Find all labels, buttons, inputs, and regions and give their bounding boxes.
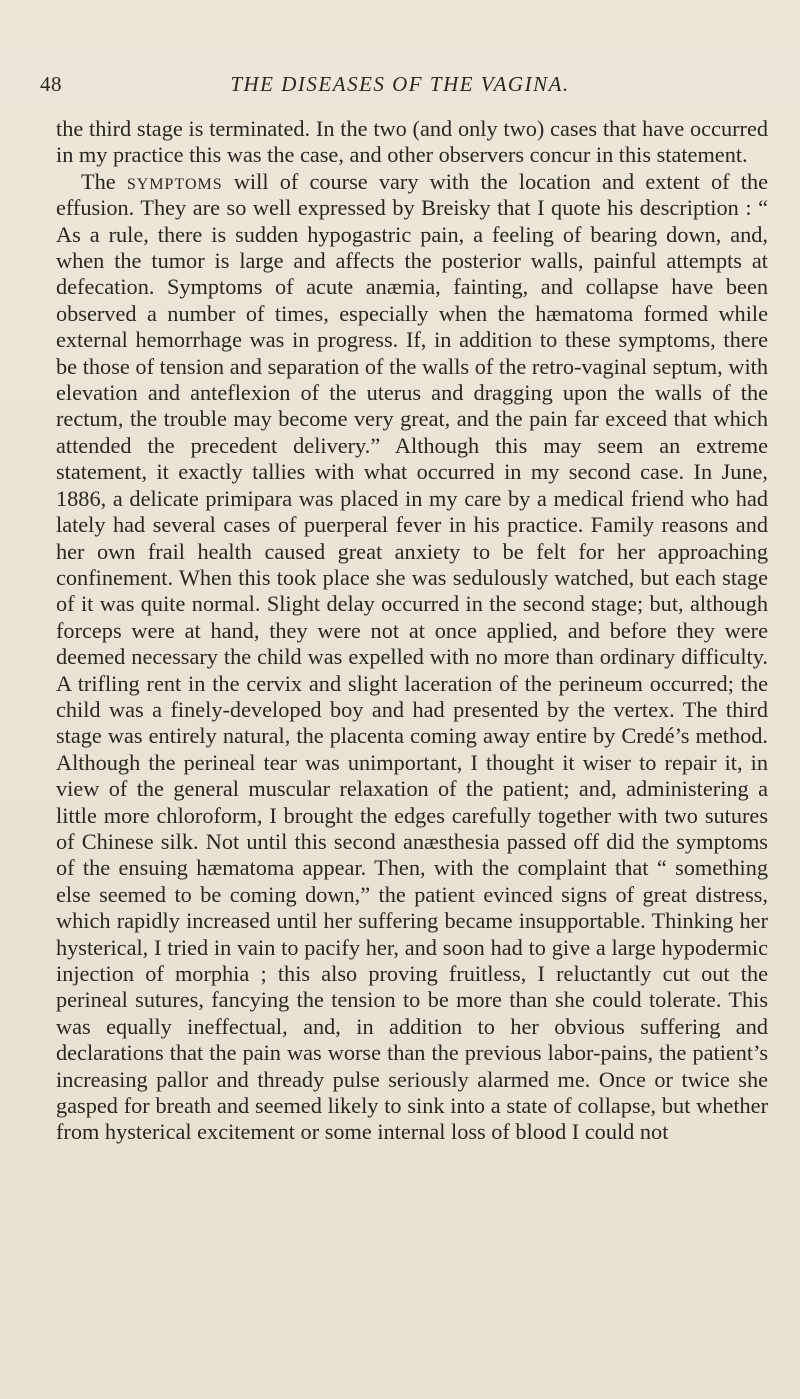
page-number: 48 (40, 72, 62, 96)
running-head (40, 72, 760, 106)
paragraph-2-rest: will of course vary with the location and extent of the effusion. They are so well expressed by Breisky that I quote his description : “ As a rule, there is sudden hypogastric pain, a feeling of bearing down, and, when the tumor is large and affects the posterior walls, painful attempts at defecation. Symptoms of acute anæmia, fainting, and collapse have been observed a number of times, especially when the hæmatoma formed while external hemorrhage was in progress. If, in addition to these symptoms, there be those of tension and separation of the walls of the retro-vaginal septum, with elevation and anteflexion of the uterus and dragging upon the walls of the rectum, the trouble may become very great, and the pain far exceed that which attended the precedent delivery.” Although this may seem an extreme statement, it exactly tallies with what occurred in my second case. In June, 1886, a delicate primipara was placed in my care by a medical friend who had lately had several cases of puerperal fever in his practice. Family reasons and her own frail health caused great anxiety to be felt for her approaching confinement. When this took place she was sedulously watched, but each stage of it was quite normal. Slight delay occurred in the second stage; but, although forceps were at hand, they were not at once applied, and before they were deemed necessary the child was expelled with no more than ordinary difficulty. A trifling rent in the cervix and slight laceration of the perineum occurred; the child was a finely-developed boy and had presented by the vertex. The third stage was entirely natural, the placenta coming away entire by Credé’s method. Although the perineal tear was unimportant, I thought it wiser to repair it, in view of the general muscular relaxation of the patient; and, administering a little more chloroform, I brought the edges carefully together with two sutures of Chinese silk. Not until this second anæsthesia passed off did the symptoms of the ensuing hæmatoma appear. Then, with the complaint that “ something else seemed to be coming down,” the patient evinced signs of great distress, which rapidly increased until her suffering became insupportable. Thinking her hysterical, I tried in vain to pacify her, and soon had to give a large hypodermic injection of morphia ; this also proving fruitless, I reluctantly cut out the perineal sutures, fancying the tension to be more than she could tolerate. This was equally ineffectual, and, in addition to her obvious suffering and declarations that the pain was worse than the previous labor-pains, the patient’s increasing pallor and thready pulse seriously alarmed me. Once or twice she gasped for breath and seemed likely to sink into a state of collapse, but whether from hysterical excitement or some internal loss of blood I could not (56, 168, 769, 1145)
paragraph-1: the third stage is terminated. In the two (and only two) cases that have occurred in my practice this was the case, and other observers concur in this statement. (56, 116, 768, 168)
paragraph-2 (56, 169, 768, 1146)
paragraph-2-lead: The (81, 168, 116, 194)
running-title: THE DISEASES OF THE VAGINA. (230, 72, 570, 96)
body-text (56, 116, 768, 1146)
paragraph-2-smallcaps: symptoms (126, 168, 223, 194)
